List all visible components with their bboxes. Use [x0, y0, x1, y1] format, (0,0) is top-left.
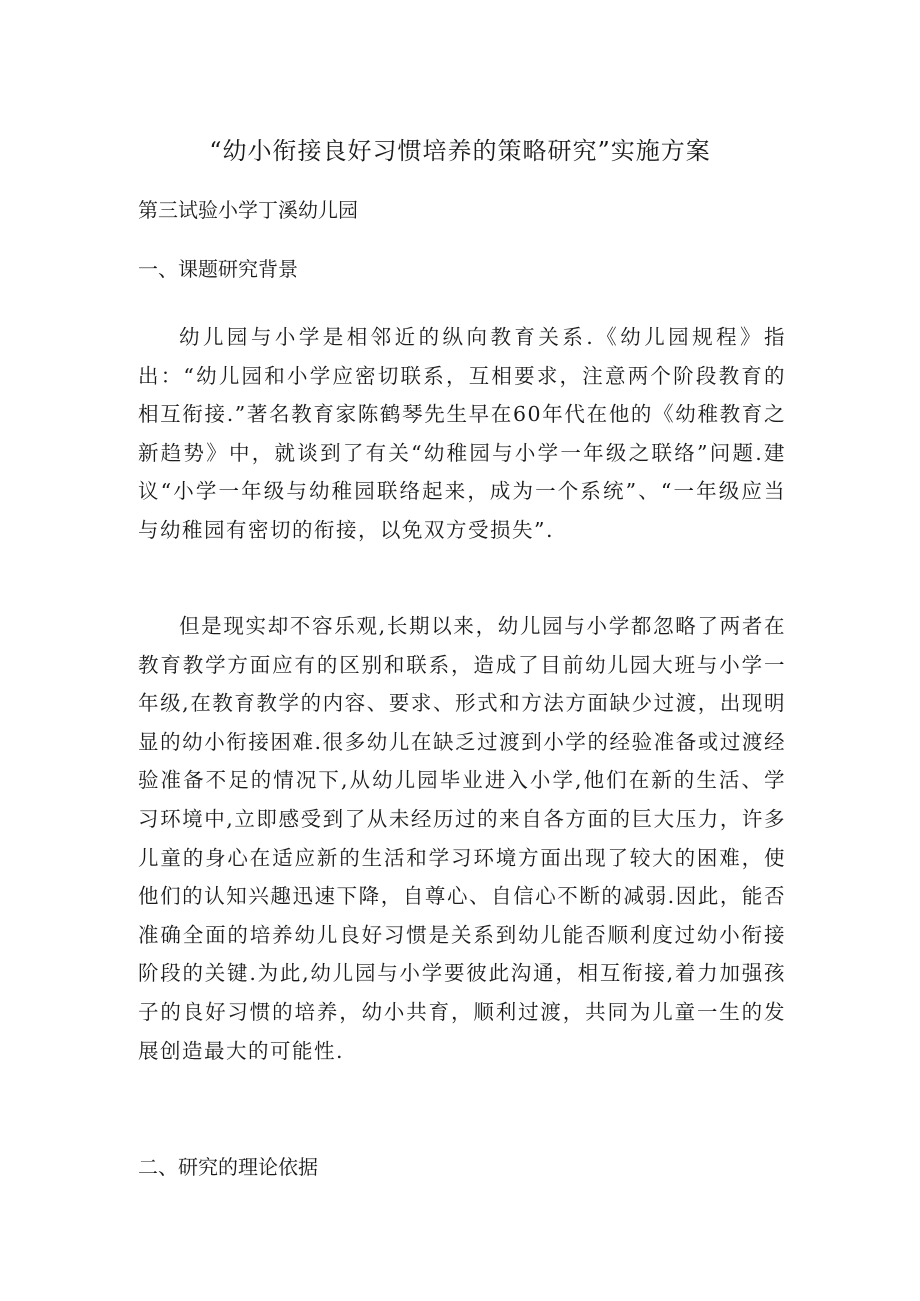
section-heading-background: 一、课题研究背景: [138, 257, 298, 281]
paragraph-background-1: 幼儿园与小学是相邻近的纵向教育关系.《幼儿园规程》指出：“幼儿园和小学应密切联系，互相要求，注意两个阶段教育的相互衔接.”著名教育家陈鹤琴先生早在60年代在他的《幼稚教育之新趋势》中，就谈到了有关“幼稚园与小学一年级之联络”问题.建议“小学一年级与幼稚园联络起来，成为一个系统”、“一年级应当与幼稚园有密切的衔接，以免双方受损失”.: [138, 325, 786, 542]
section-heading-theory: 二、研究的理论依据: [138, 1155, 318, 1179]
paragraph-background-2: 但是现实却不容乐观,长期以来，幼儿园与小学都忽略了两者在教育教学方面应有的区别和联系，造成了目前幼儿园大班与小学一年级,在教育教学的内容、要求、形式和方法方面缺少过渡，出现明显的幼小衔接困难.很多幼儿在缺乏过渡到小学的经验准备或过渡经验准备不足的情况下,从幼儿园毕业进入小学,他们在新的生活、学习环境中,立即感受到了从未经历过的来自各方面的巨大压力，许多儿童的身心在适应新的生活和学习环境方面出现了较大的困难，使他们的认知兴趣迅速下降，自尊心、自信心不断的减弱.因此，能否准确全面的培养幼儿良好习惯是关系到幼儿能否顺利度过幼小衔接阶段的关键.为此,幼儿园与小学要彼此沟通，相互衔接,着力加强孩子的良好习惯的培养，幼小共育，顺利过渡，共同为儿童一生的发展创造最大的可能性.: [138, 614, 786, 1063]
school-name: 第三试验小学丁溪幼儿园: [138, 198, 358, 222]
document-title: “幼小衔接良好习惯培养的策略研究”实施方案: [209, 137, 711, 165]
